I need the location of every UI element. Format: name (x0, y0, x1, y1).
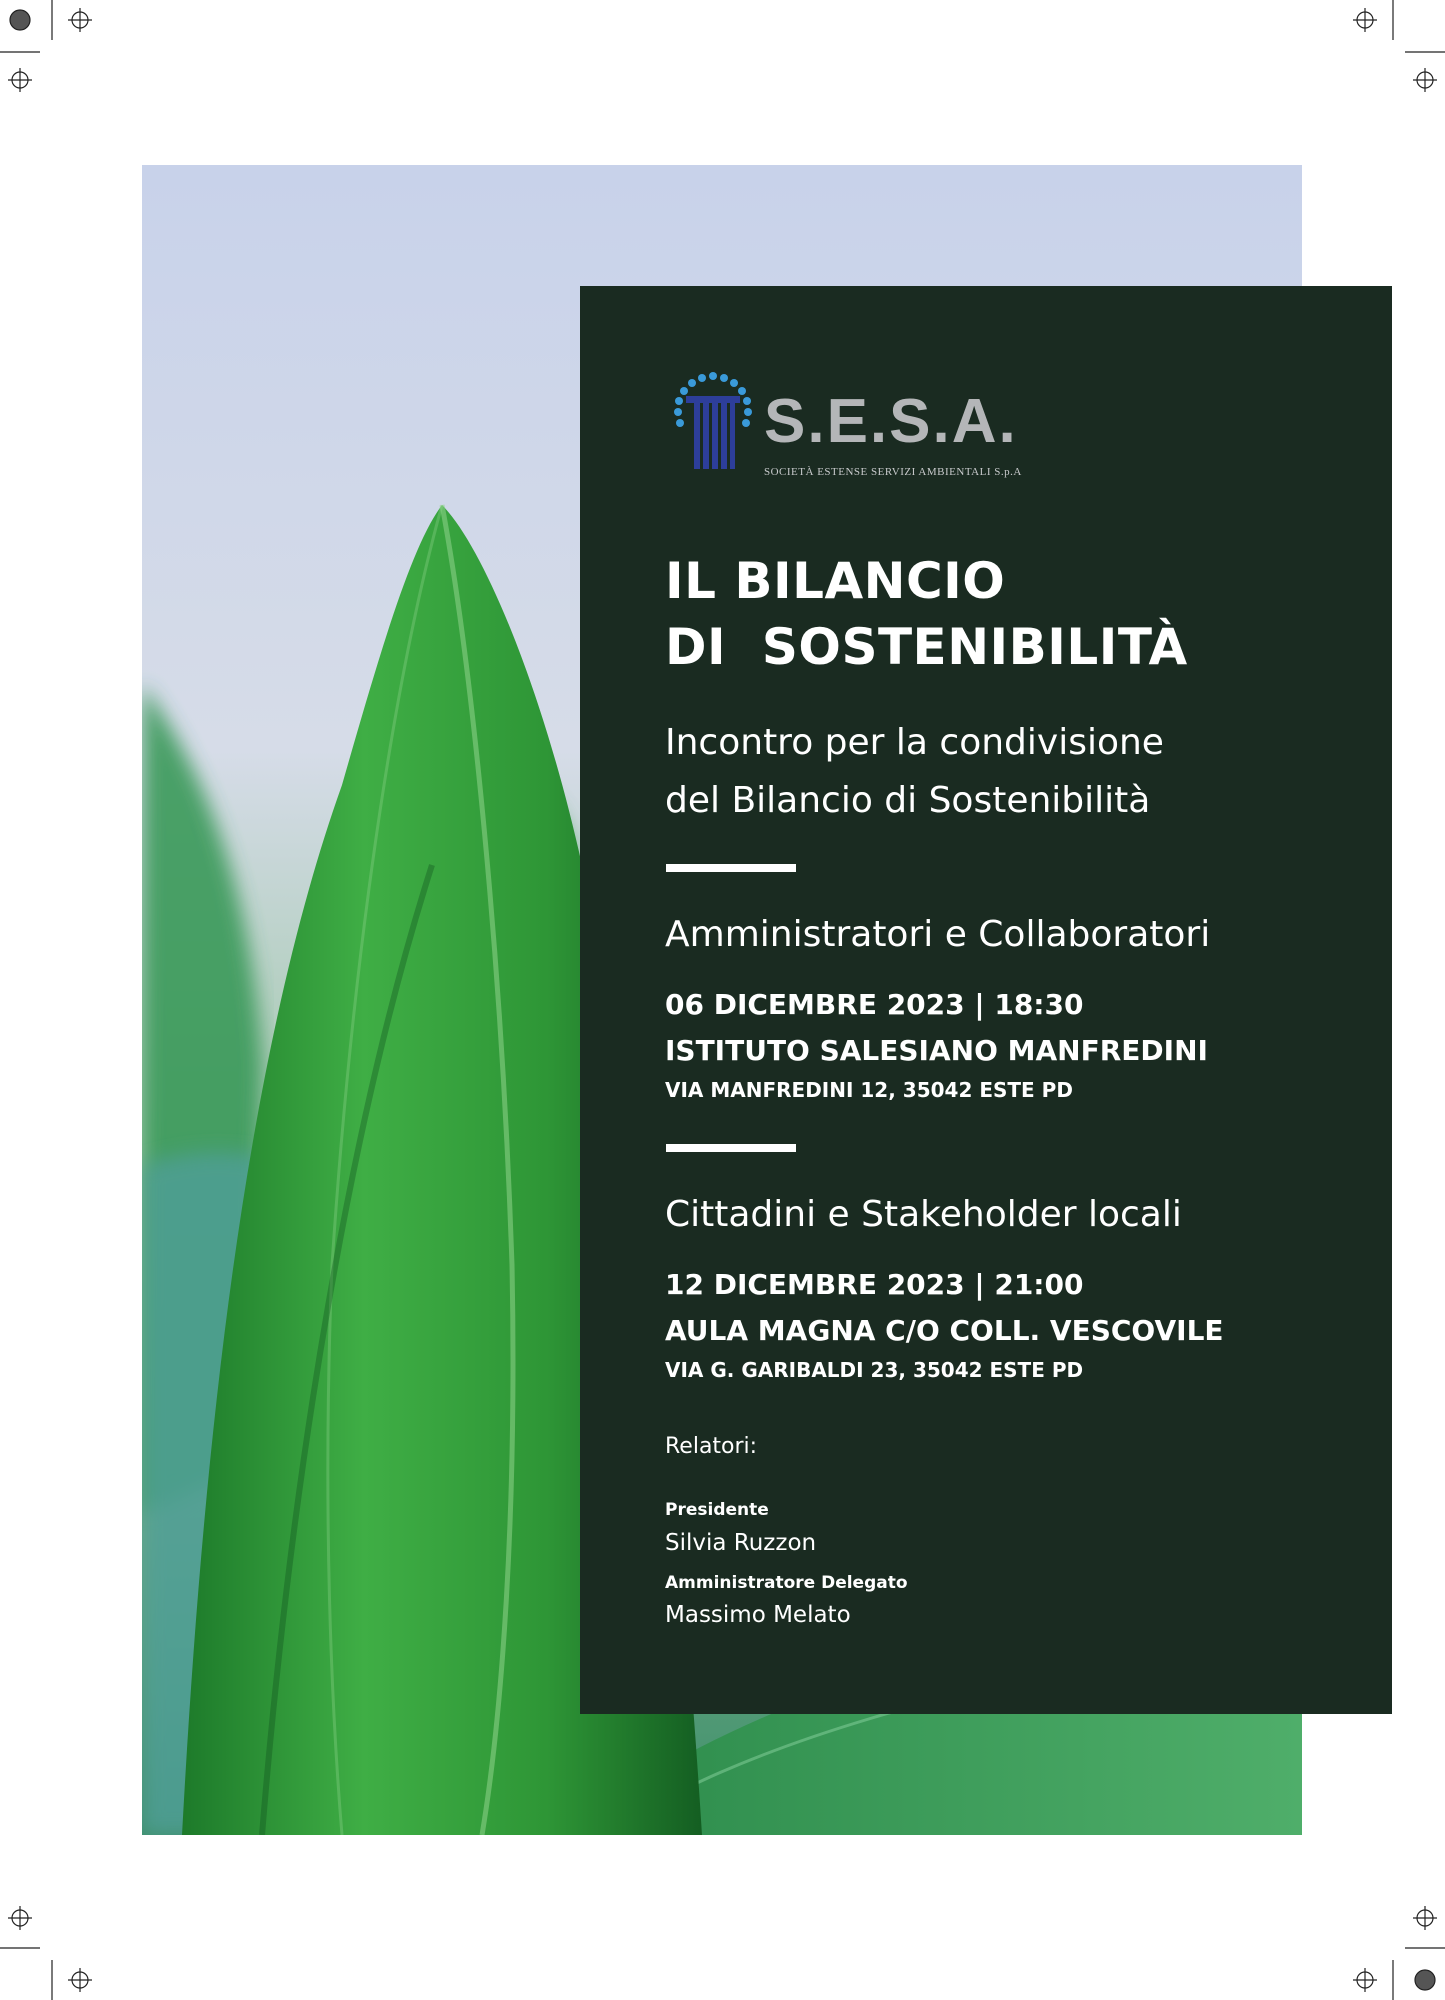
subtitle-line-2: del Bilancio di Sostenibilità (665, 780, 1151, 821)
title-line-2: DI SOSTENIBILITÀ (665, 618, 1188, 676)
sesa-column-logo-icon (668, 368, 758, 478)
divider-rule (666, 1144, 796, 1152)
event-2-venue: AULA MAGNA C/O COLL. VESCOVILE (665, 1314, 1224, 1347)
speaker-2-name: Massimo Melato (665, 1602, 851, 1628)
logo-name: S.E.S.A. (764, 387, 1018, 456)
event-2-address: VIA G. GARIBALDI 23, 35042 ESTE PD (665, 1358, 1084, 1382)
event-2-audience: Cittadini e Stakeholder locali (665, 1194, 1182, 1235)
divider-rule (666, 864, 796, 872)
speaker-1-role: Presidente (665, 1500, 769, 1520)
speaker-2-role: Amministratore Delegato (665, 1573, 908, 1593)
event-1-audience: Amministratori e Collaboratori (665, 914, 1211, 955)
subtitle-line-1: Incontro per la condivisione (665, 722, 1164, 763)
event-2-datetime: 12 DICEMBRE 2023 | 21:00 (665, 1268, 1084, 1301)
page-subtitle (665, 714, 1164, 830)
title-line-1: IL BILANCIO (665, 552, 1006, 610)
event-1-venue: ISTITUTO SALESIANO MANFREDINI (665, 1034, 1208, 1067)
logo-full-name: SOCIETÀ ESTENSE SERVIZI AMBIENTALI S.p.A (764, 466, 1022, 478)
content-panel (580, 286, 1392, 1714)
page-title (665, 548, 1188, 680)
sesa-logo (668, 368, 1028, 478)
speaker-1-name: Silvia Ruzzon (665, 1530, 817, 1556)
event-1-datetime: 06 DICEMBRE 2023 | 18:30 (665, 988, 1084, 1021)
event-1-address: VIA MANFREDINI 12, 35042 ESTE PD (665, 1078, 1073, 1102)
speakers-label: Relatori: (665, 1434, 758, 1459)
